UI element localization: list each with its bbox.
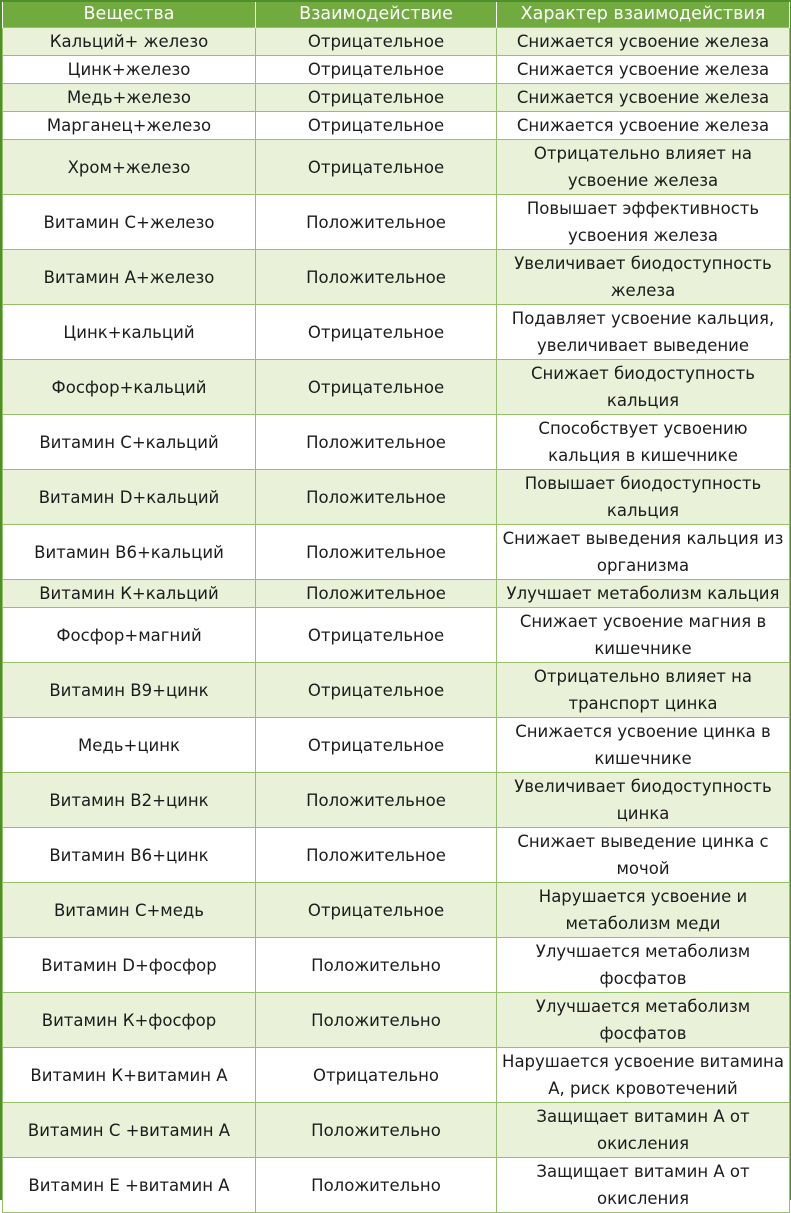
substances-cell: Витамин К+фосфор: [3, 993, 256, 1048]
table-row: [3, 360, 790, 415]
header-description: Характер взаимодействия: [497, 2, 790, 28]
interaction-cell: Отрицательное: [256, 84, 497, 112]
interaction-cell: Отрицательное: [256, 718, 497, 773]
description-cell: Снижает биодоступность кальция: [497, 360, 790, 415]
description-cell: Снижается усвоение железа: [497, 56, 790, 84]
substances-cell: Витамин С+кальций: [3, 415, 256, 470]
interaction-cell: Положительно: [256, 1103, 497, 1158]
table-row: [3, 608, 790, 663]
description-cell: Повышает биодоступность кальция: [497, 470, 790, 525]
description-cell: Нарушается усвоение и метаболизм меди: [497, 883, 790, 938]
substances-cell: Витамин В9+цинк: [3, 663, 256, 718]
interaction-cell: Положительное: [256, 828, 497, 883]
substances-cell: Хром+железо: [3, 140, 256, 195]
substances-cell: Цинк+кальций: [3, 305, 256, 360]
description-cell: Снижается усвоение железа: [497, 28, 790, 56]
table-row: [3, 112, 790, 140]
interaction-cell: Отрицательное: [256, 663, 497, 718]
substances-cell: Витамин А+железо: [3, 250, 256, 305]
description-cell: Увеличивает биодоступность железа: [497, 250, 790, 305]
table-row: [3, 938, 790, 993]
table-row: [3, 773, 790, 828]
substances-cell: Витамин D+кальций: [3, 470, 256, 525]
substances-cell: Медь+железо: [3, 84, 256, 112]
table-row: [3, 305, 790, 360]
description-cell: Улучшается метаболизм фосфатов: [497, 938, 790, 993]
table-row: [3, 84, 790, 112]
substances-cell: Кальций+ железо: [3, 28, 256, 56]
substances-cell: Витамин Е +витамин А: [3, 1158, 256, 1213]
description-cell: Повышает эффективность усвоения железа: [497, 195, 790, 250]
interaction-cell: Отрицательное: [256, 608, 497, 663]
substances-cell: Витамин С+железо: [3, 195, 256, 250]
table-row: [3, 663, 790, 718]
table-row: [3, 140, 790, 195]
description-cell: Отрицательно влияет на транспорт цинка: [497, 663, 790, 718]
substances-cell: Витамин С+медь: [3, 883, 256, 938]
description-cell: Способствует усвоению кальция в кишечнике: [497, 415, 790, 470]
substances-cell: Фосфор+магний: [3, 608, 256, 663]
description-cell: Снижает усвоение магния в кишечнике: [497, 608, 790, 663]
interaction-cell: Положительно: [256, 938, 497, 993]
substances-cell: Витамин В6+цинк: [3, 828, 256, 883]
header-substances: Вещества: [3, 2, 256, 28]
table-row: [3, 718, 790, 773]
interaction-cell: Отрицательное: [256, 360, 497, 415]
table-row: [3, 28, 790, 56]
substances-cell: Фосфор+кальций: [3, 360, 256, 415]
interaction-cell: Положительное: [256, 580, 497, 608]
description-cell: Снижает выведение цинка с мочой: [497, 828, 790, 883]
interaction-cell: Отрицательное: [256, 305, 497, 360]
interaction-cell: Положительно: [256, 993, 497, 1048]
substances-cell: Цинк+железо: [3, 56, 256, 84]
table-row: [3, 1103, 790, 1158]
substances-cell: Витамин С +витамин А: [3, 1103, 256, 1158]
interaction-cell: Положительное: [256, 773, 497, 828]
substances-cell: Витамин В6+кальций: [3, 525, 256, 580]
description-cell: Защищает витамин А от окисления: [497, 1158, 790, 1213]
substances-cell: Витамин К+витамин А: [3, 1048, 256, 1103]
table-row: [3, 1158, 790, 1213]
interaction-cell: Отрицательно: [256, 1048, 497, 1103]
interaction-cell: Отрицательное: [256, 56, 497, 84]
interaction-cell: Отрицательное: [256, 112, 497, 140]
substances-cell: Витамин D+фосфор: [3, 938, 256, 993]
interaction-cell: Положительное: [256, 195, 497, 250]
substances-cell: Медь+цинк: [3, 718, 256, 773]
description-cell: Снижается усвоение железа: [497, 112, 790, 140]
substances-cell: Витамин В2+цинк: [3, 773, 256, 828]
table-row: [3, 56, 790, 84]
table-row: [3, 195, 790, 250]
interaction-cell: Положительно: [256, 1158, 497, 1213]
interaction-cell: Отрицательное: [256, 28, 497, 56]
substances-cell: Витамин К+кальций: [3, 580, 256, 608]
table-row: [3, 883, 790, 938]
table-row: [3, 580, 790, 608]
interaction-cell: Отрицательное: [256, 883, 497, 938]
header-row: [3, 2, 790, 28]
table-row: [3, 828, 790, 883]
interaction-cell: Отрицательное: [256, 140, 497, 195]
description-cell: Снижается усвоение цинка в кишечнике: [497, 718, 790, 773]
interaction-cell: Положительное: [256, 525, 497, 580]
description-cell: Защищает витамин А от окисления: [497, 1103, 790, 1158]
substances-cell: Марганец+железо: [3, 112, 256, 140]
table-row: [3, 415, 790, 470]
description-cell: Увеличивает биодоступность цинка: [497, 773, 790, 828]
table-row: [3, 525, 790, 580]
table-row: [3, 250, 790, 305]
table-row: [3, 470, 790, 525]
description-cell: Снижается усвоение железа: [497, 84, 790, 112]
description-cell: Улучшает метаболизм кальция: [497, 580, 790, 608]
description-cell: Отрицательно влияет на усвоение железа: [497, 140, 790, 195]
table-row: [3, 993, 790, 1048]
table-row: [3, 1048, 790, 1103]
header-interaction: Взаимодействие: [256, 2, 497, 28]
description-cell: Подавляет усвоение кальция, увеличивает выведение: [497, 305, 790, 360]
interaction-cell: Положительное: [256, 250, 497, 305]
interaction-cell: Положительное: [256, 415, 497, 470]
interactions-table: [2, 2, 790, 1213]
description-cell: Нарушается усвоение витамина А, риск кровотечений: [497, 1048, 790, 1103]
description-cell: Снижает выведения кальция из организма: [497, 525, 790, 580]
description-cell: Улучшается метаболизм фосфатов: [497, 993, 790, 1048]
interaction-cell: Положительное: [256, 470, 497, 525]
